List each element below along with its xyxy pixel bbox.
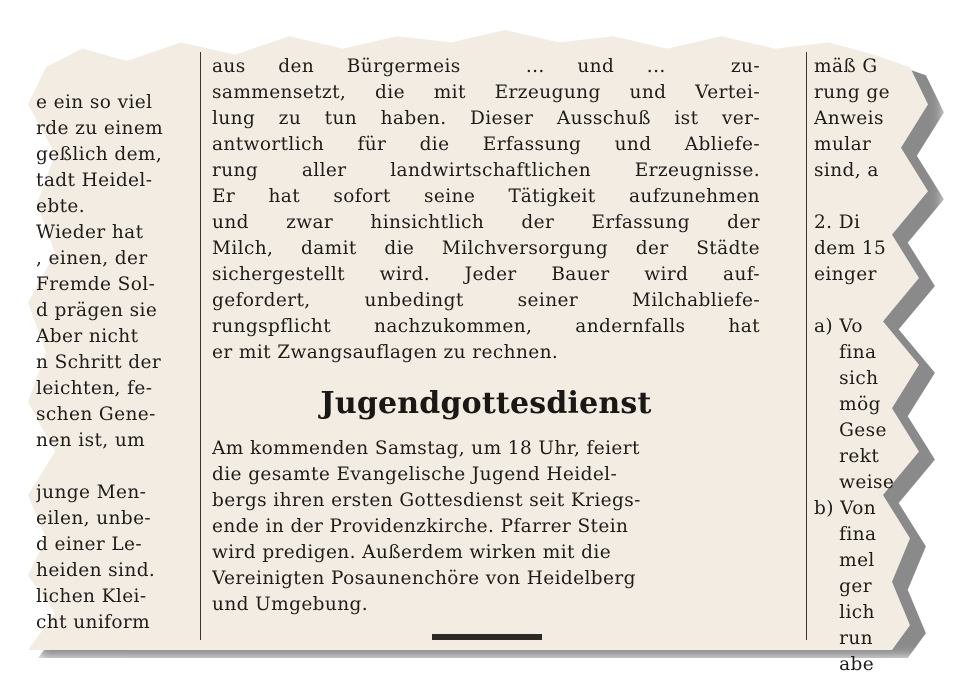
article-body-line: die gesamte Evangelische Jugend Heidel- [212,464,618,485]
cut-off-rule [432,634,542,640]
article-body-line: Am kommenden Samstag, um 18 Uhr, feiert [212,438,640,459]
middle-column-line: gefordert, unbedingt seiner Milchabliefe- [212,290,760,311]
right-column-line: dem 15 [814,238,887,259]
article-body-line: und Umgebung. [212,594,369,615]
right-column-line: rekt [814,446,880,467]
left-column-line [36,454,192,480]
right-column-line: Anweis [814,108,884,129]
left-column-line: junge Men- [36,482,147,503]
right-column-line: mög [814,394,881,415]
right-column-line: sich [814,368,879,389]
right-column-line: ger [814,576,872,597]
middle-column-line: er mit Zwangsauflagen zu rechnen. [212,342,559,363]
left-column-line: eilen, unbe- [36,508,152,529]
right-column-line [814,184,924,210]
left-column-line: schen Gene- [36,404,156,425]
left-column-line: Fremde Sol- [36,274,156,295]
left-column-text [36,90,192,636]
right-column-line: rung ge [814,82,890,103]
middle-column-line: rung aller landwirtschaftlichen Erzeugnisse. [212,160,760,181]
middle-column-line: sammensetzt, die mit Erzeugung und Vertei- [212,82,760,103]
left-column-line: , einen, der [36,248,148,269]
article-body-line: bergs ihren ersten Gottesdienst seit Kriegs- [212,490,641,511]
middle-column-line: aus den Bürgermeis ... und ... zu- [212,56,760,77]
right-column-line: a) Vo [814,316,863,337]
left-column-line: cht uniform [36,612,151,633]
right-column-line: run [814,628,873,649]
middle-column-line: antwortlich für die Erfassung und Abliefe- [212,134,760,155]
right-column-line: sind, a [814,160,879,181]
right-column-line: abe [814,654,875,675]
article-body [212,436,760,618]
article-body-line: ende in der Providenzkirche. Pfarrer Stein [212,516,629,537]
right-column-line: einger [814,264,877,285]
article-body-line: wird predigen. Außerdem wirken mit die [212,542,612,563]
right-column-line: lich [814,602,875,623]
left-column-line: geßlich dem, [36,144,163,165]
column-divider-left [200,52,201,640]
middle-column-line: lung zu tun haben. Dieser Ausschuß ist ver- [212,108,760,129]
right-column-line: mular [814,134,872,155]
right-column-line: weise [814,472,895,493]
left-column-line: rde zu einem [36,118,164,139]
left-column-line: n Schritt der [36,352,162,373]
left-column-line: tadt Heidel- [36,170,153,191]
left-column-line: Wieder hat [36,222,144,243]
left-column-line: d einer Le- [36,534,143,555]
right-column-line: Gese [814,420,887,441]
article-headline: Jugendgottesdienst [320,386,652,421]
middle-column-line: rungspflicht nachzukommen, andernfalls hat [212,316,760,337]
left-column-line: d prägen sie [36,300,158,321]
left-column-line: lichen Klei- [36,586,147,607]
right-column-line: mäß G [814,56,878,77]
column-divider-right [806,52,807,640]
article-body-line: Vereinigten Posaunenchöre von Heidelberg [212,568,636,589]
right-column-text [814,54,924,678]
left-column-line: nen ist, um [36,430,146,451]
middle-column-line: Er hat sofort seine Tätigkeit aufzunehmen [212,186,760,207]
left-column-line: e ein so viel [36,92,153,113]
left-column-line: ebte. [36,196,86,217]
middle-column-line: sichergestellt wird. Jeder Bauer wird auf- [212,264,760,285]
middle-column-text [212,54,760,366]
right-column-line: mel [814,550,875,571]
middle-column-line: und zwar hinsichtlich der Erfassung der [212,212,760,233]
right-column-line: fina [814,524,877,545]
left-column-line: Aber nicht [36,326,139,347]
left-column-line: leichten, fe- [36,378,153,399]
middle-column-line: Milch, damit die Milchversorgung der Städte [212,238,760,259]
left-column-line: heiden sind. [36,560,156,581]
right-column-line: 2. Di [814,212,861,233]
right-column-line [814,288,924,314]
right-column-line: b) Von [814,498,877,519]
right-column-line: fina [814,342,877,363]
